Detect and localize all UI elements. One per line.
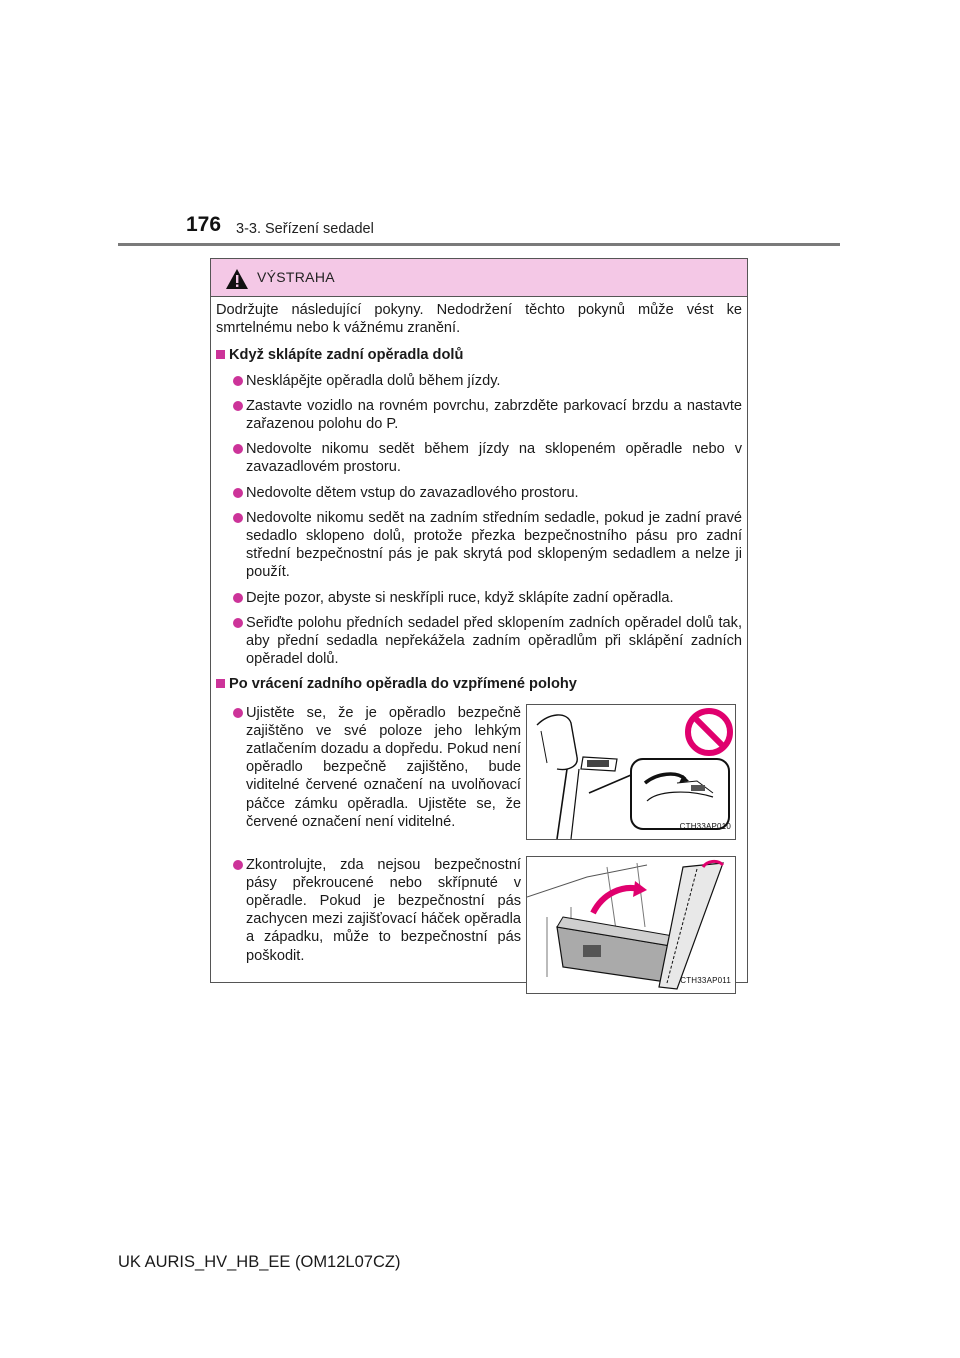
sub-heading: Po vrácení zadního opěradla do vzpřímené polohy <box>216 675 742 693</box>
list-item: Nedovolte nikomu sedět na zadním středním sedadle, pokud je zadní pravé sedadlo sklopeno dolů, protože přezka bezpečnostního pásu pro zadní střední bezpečnostní pás je pak skrytá pod sklopeným sedadlem a nelze ji použít. <box>216 509 742 582</box>
bullet-dot-icon <box>233 593 243 603</box>
figure-code: CTH33AP011 <box>680 976 731 986</box>
bullet-dot-icon <box>233 708 243 718</box>
list-item: Zkontrolujte, zda nejsou bezpečnostní pásy překroucené nebo skřípnuté v opěradle. Pokud je bezpečnostní pás zachycen mezi zajišťovací háček opěradla a západku, může to bezpečnostní pás poškodit. <box>216 856 521 965</box>
figure-row <box>216 856 742 994</box>
square-bullet-icon <box>216 350 225 359</box>
figure-row <box>216 704 742 846</box>
warning-triangle-icon <box>225 268 249 290</box>
seatbelt-check-illustration <box>526 856 736 994</box>
list-item: Nedovolte nikomu sedět během jízdy na sklopeném opěradle nebo v zavazadlovém prostoru. <box>216 440 742 476</box>
seatback-lock-illustration <box>526 704 736 840</box>
figure-code: CTH33AP010 <box>679 822 731 832</box>
list-item: Zastavte vozidlo na rovném povrchu, zabrzděte parkovací brzdu a nastavte zařazenou polohu do P. <box>216 397 742 433</box>
section-title: 3-3. Seřízení sedadel <box>236 221 374 237</box>
warning-box <box>210 258 748 986</box>
warning-title: VÝSTRAHA <box>257 269 335 285</box>
document-code: UK AURIS_HV_HB_EE (OM12L07CZ) <box>118 1253 401 1271</box>
bullet-dot-icon <box>233 401 243 411</box>
warning-intro: Dodržujte následující pokyny. Nedodržení těchto pokynů může vést ke smrtelnému nebo k vážnému zranění. <box>216 302 742 337</box>
list-item: Nesklápějte opěradla dolů během jízdy. <box>216 372 742 390</box>
sub-heading: Když sklápíte zadní opěradla dolů <box>216 346 742 364</box>
bullet-dot-icon <box>233 860 243 870</box>
warning-header <box>211 259 747 297</box>
bullet-dot-icon <box>233 376 243 386</box>
bullet-dot-icon <box>233 488 243 498</box>
header-divider <box>118 243 840 246</box>
list-item: Nedovolte dětem vstup do zavazadlového prostoru. <box>216 484 742 502</box>
page-number: 176 <box>186 213 222 236</box>
bullet-dot-icon <box>233 618 243 628</box>
bullet-dot-icon <box>233 513 243 523</box>
warning-content <box>216 301 742 1004</box>
bullet-dot-icon <box>233 444 243 454</box>
square-bullet-icon <box>216 679 225 688</box>
list-item: Seřiďte polohu předních sedadel před sklopením zadních opěradel dolů tak, aby přední sedadla nepřekážela zadním opěradlům při sklápění zadních opěradel dolů. <box>216 614 742 669</box>
list-item: Ujistěte se, že je opěradlo bezpečně zajištěno ve své poloze jeho lehkým zatlačením dozadu a dopředu. Pokud není opěradlo bezpečně zajištěno, bude viditelné červené označení na uvolňovací páčce zámku opěradla. Ujistěte se, že červené označení není viditelné. <box>216 704 521 831</box>
list-item: Dejte pozor, abyste si neskřípli ruce, když sklápíte zadní opěradla. <box>216 589 742 607</box>
